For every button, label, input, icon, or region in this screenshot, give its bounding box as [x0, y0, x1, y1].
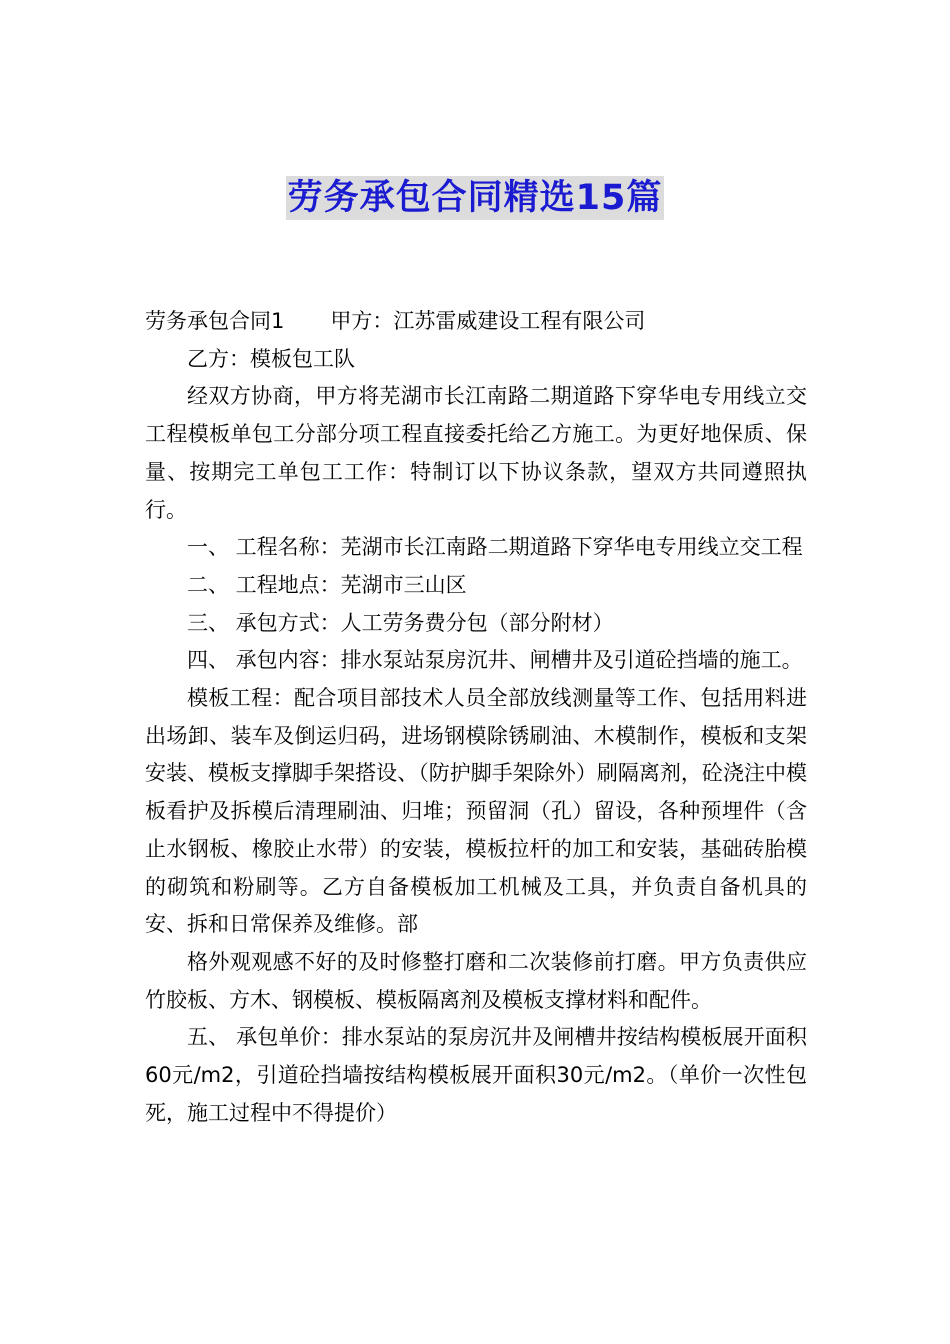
title-container [0, 176, 950, 220]
contract-heading-line [145, 303, 807, 341]
contract-number: 劳务承包合同1 [145, 309, 285, 333]
document-body [145, 303, 807, 1132]
paragraph-project-location: 二、 工程地点：芜湖市三山区 [187, 572, 467, 597]
paragraph-contract-method: 三、 承包方式：人工劳务费分包（部分附材） [187, 610, 614, 635]
party-a: 甲方：江苏雷威建设工程有限公司 [330, 309, 646, 333]
paragraph-contract-content: 四、 承包内容：排水泵站泵房沉井、闸槽井及引道砼挡墙的施工。 [187, 648, 803, 673]
paragraph-finishing: 格外观观感不好的及时修整打磨和二次装修前打磨。甲方负责供应竹胶板、方木、钢模板、模板隔离剂及模板支撑材料和配件。 [145, 949, 807, 1012]
paragraph-agreement: 经双方协商，甲方将芜湖市长江南路二期道路下穿华电专用线立交工程模板单包工分部分项工程直接委托给乙方施工。为更好地保质、保量、按期完工单包工工作：特制订以下协议条款，望双方共同遵照执行。 [145, 384, 807, 522]
paragraph-formwork: 模板工程：配合项目部技术人员全部放线测量等工作、包括用料进出场卸、装车及倒运归码，进场钢模除锈刷油、木模制作，模板和支架安装、模板支撑脚手架搭设、（防护脚手架除外）刷隔离剂，砼浇注中模板看护及拆模后清理刷油、归堆；预留洞（孔）留设，各种预埋件（含止水钢板、橡胶止水带）的安装，模板拉杆的加工和安装，基础砖胎模的砌筑和粉刷等。乙方自备模板加工机械及工具，并负责自备机具的安、拆和日常保养及维修。部 [145, 686, 807, 937]
paragraph-project-name: 一、 工程名称：芜湖市长江南路二期道路下穿华电专用线立交工程 [187, 535, 803, 560]
paragraph-party-b: 乙方：模板包工队 [187, 346, 355, 371]
document-title: 劳务承包合同精选15篇 [287, 178, 663, 218]
paragraph-unit-price: 五、 承包单价：排水泵站的泵房沉井及闸槽井按结构模板展开面积60元/m2，引道砼挡墙按结构模板展开面积30元/m2。（单价一次性包死，施工过程中不得提价） [145, 1025, 807, 1125]
